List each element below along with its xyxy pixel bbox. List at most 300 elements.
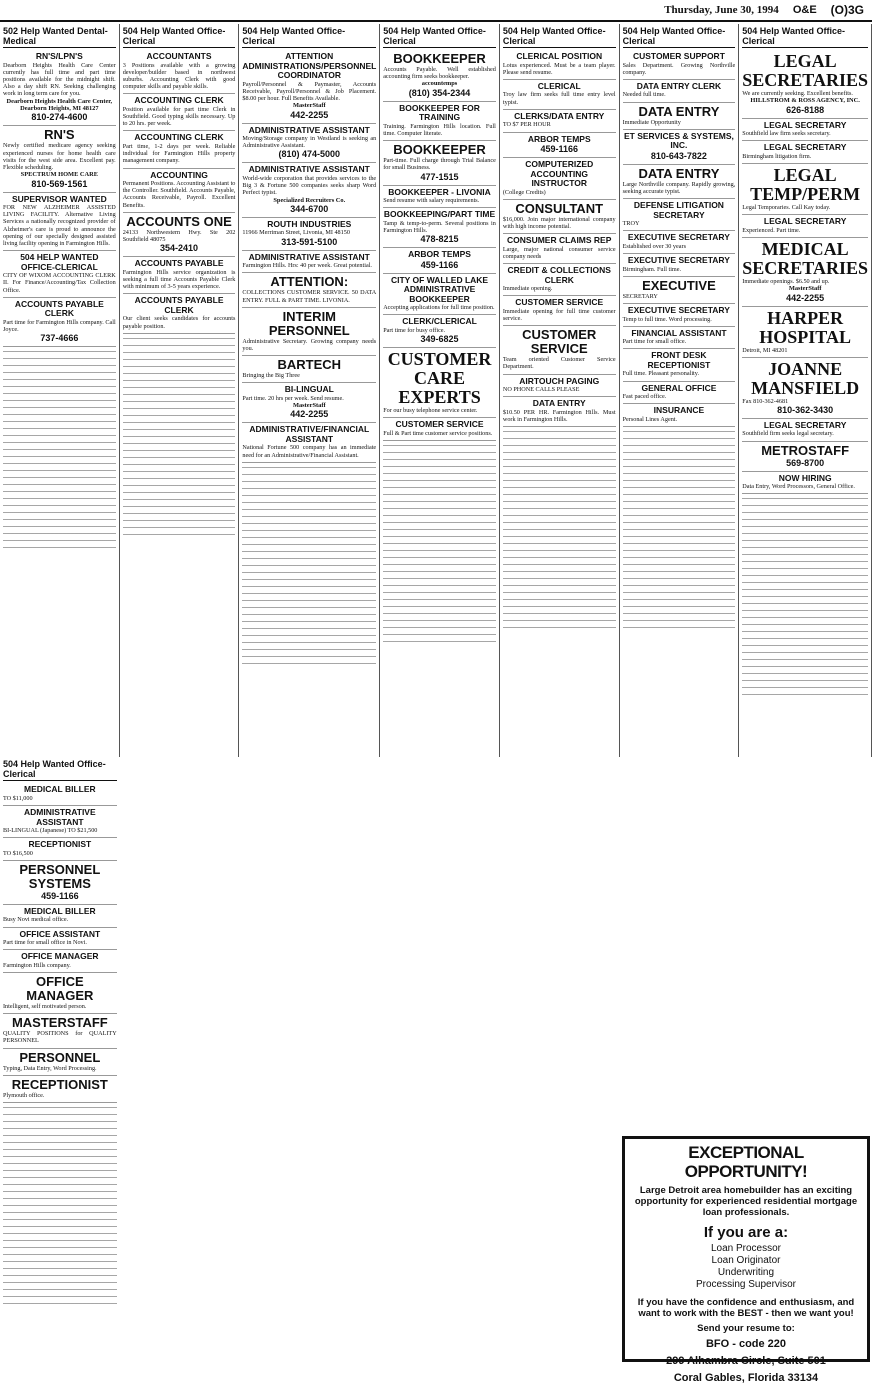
classified-ad [383,274,496,316]
classified-ad [503,397,616,427]
classified-ad [742,419,868,442]
ad-body: BI-LINGUAL (Japanese) TO $21,500 [3,827,98,834]
classified-ad [123,131,236,168]
classified-ad [242,356,376,383]
ad-title: PERSONNEL SYSTEMS [19,861,101,891]
classified-ad [3,928,117,951]
classified-ad [3,298,116,347]
ex-title: EXCEPTIONAL OPPORTUNITY! [684,1143,808,1181]
classified-column [620,24,740,757]
ad-body: TO $11,000 [3,794,33,802]
column-header: 504 Help Wanted Office-Clerical [3,759,117,781]
ad-phone: 478-8215 [420,234,459,245]
ad-body: Immediate openings. $6.50 and up. [742,277,830,285]
ad-title: 504 HELP WANTED OFFICE-CLERICAL [20,252,99,272]
classified-ad [123,294,236,333]
classified-ad [623,103,736,130]
classified-ad [123,257,236,294]
ad-title: SUPERVISOR WANTED [11,193,107,204]
ad-body: Personal Lines Agent. [622,415,678,423]
ex-send: Send your resume to: [697,1323,795,1334]
ad-body: Legal Temporaries. Call Kay today. [742,204,831,212]
ex-body: Large Detroit area homebuilder has an exciting opportunity for experienced residential mortgage loan professionals. [634,1185,858,1218]
classified-ad [3,1076,117,1103]
ad-body: Southfield firm seeks legal secretary. [742,430,834,438]
ad-title: COMPUTERIZED ACCOUNTING INSTRUCTOR [525,159,594,189]
classified-ad [742,238,868,307]
classified-ad [3,1014,117,1048]
ad-body: Training. Farmington Hills location. Full time. Computer literate. [383,122,496,138]
ad-title: BOOKKEEPING/PART TIME [383,209,496,220]
classified-ad [383,248,496,274]
ad-title: CONSUMER CLAIMS REP [507,235,612,246]
ad-title: CLERK/CLERICAL [402,316,477,327]
ad-body: $10.50 PER HR. Farmington Hills. Must work in Farmington Hills. [502,408,616,423]
ad-body: Established over 30 years [622,242,686,250]
ad-title: MEDICAL BILLER [24,905,96,916]
classified-ad [742,442,868,472]
classified-ad [242,50,376,124]
classified-ad [3,251,116,298]
ex-address-3: Coral Gables, Florida 33134 [673,1372,819,1384]
classified-column [500,24,620,757]
ad-phone: 810-362-3430 [777,404,834,415]
classified-ad [503,158,616,200]
ad-body: Experienced. Part time. [742,226,801,234]
ad-body: Temp to full time. Word processing. [622,315,712,323]
ad-title: ADMINISTRATIVE ASSISTANT [24,807,96,827]
ad-body: World-wide corporation that provides services to the Big 3 & Fortune 500 companies seeks sharp Word Perfect typist. [242,174,377,197]
ad-title: OFFICE MANAGER [26,974,94,1004]
classified-column [120,24,240,757]
classified-text-filler [242,465,376,665]
classified-ad [623,231,736,254]
classified-ad [123,94,236,131]
classified-ad [623,165,736,199]
classified-ad [503,80,616,110]
classified-ad [623,349,736,381]
classified-column [0,757,120,1366]
ad-title: DATA ENTRY [638,103,720,119]
classified-ad [503,200,616,234]
ex-address-2: 299 Alhambra Circle, Suite 501 [666,1355,826,1367]
ad-title: CUSTOMER CARE EXPERTS [387,349,492,408]
ad-body: Intelligent, self motivated person. [3,1003,87,1011]
ad-title: BOOKKEEPER - LIVONIA [388,186,491,197]
ad-body: Immediate opening for full time customer service. [502,307,616,322]
ad-title: ACCOUNTING CLERK [134,95,224,106]
ad-title: ROUTH INDUSTRIES [267,218,352,229]
ad-title: INTERIM PERSONNEL [268,308,350,338]
classified-ad [383,315,496,348]
classified-ad [623,304,736,327]
ad-body: Typing, Data Entry, Word Processing. [3,1064,97,1072]
ad-title: CREDIT & COLLECTIONS CLERK [507,265,611,285]
column-header: 504 Help Wanted Office-Clerical [742,26,868,48]
ad-title: ACCOUNTANTS [146,51,212,61]
ad-phone: 737-4666 [40,333,79,344]
classified-ad [383,186,496,209]
ad-body: Part-time. Full charge through Trial Balance for small Business. [383,157,496,172]
ad-title: RECEPTIONIST [28,839,92,850]
ad-body: Send resume with salary requirements. [383,197,480,205]
ad-body: Immediate Opportunity [622,118,681,126]
ad-body: Southfield law firm seeks secretary. [742,130,831,138]
ad-body: Accounts Payable. Well established accounting firm seeks bookkeeper. [383,66,496,81]
ad-body: 24133 Northwestern Hwy. Ste 202 Southfield 48075 [122,228,236,244]
ex-roles [631,1243,861,1291]
ad-phone: 810-569-1561 [31,178,88,189]
classified-ad [242,273,376,307]
column-header: 504 Help Wanted Office-Clerical [503,26,616,48]
ad-phone: 349-6825 [420,334,459,345]
ad-body: Birmingham litigation firm. [742,152,812,160]
classified-ad [242,163,376,218]
ad-phone: 354-2410 [160,243,199,254]
ad-body: Our client seeks candidates for accounts payable position. [122,315,236,330]
ad-body: Permanent Positions. Accounting Assistant to the Controller. Southfield. Accounts Payable, Accounts Receivable, Payroll. Excellent Benefits. [122,180,236,209]
classified-column [380,24,500,757]
classified-ad [503,296,616,326]
ad-title: ADMINISTRATIVE/FINANCIAL ASSISTANT [249,424,370,444]
ad-title: LEGAL TEMP/PERM [750,165,861,205]
ad-body: Payroll/Personnel & Paymaster, Accounts Receivable, Payroll/Personnel & Job Placement. $8.00 per hour. Full Benefits Available. [242,80,377,102]
ad-title: DATA ENTRY [532,398,586,409]
ad-title: CUSTOMER SERVICE [522,327,597,357]
classified-text-filler [3,349,116,549]
column-header: 502 Help Wanted Dental-Medical [3,26,116,48]
ad-title: ET SERVICES & SYSTEMS, INC. [623,130,734,151]
ad-phone: 810-643-7822 [650,150,707,161]
ad-body: Full time. Pleasant personality. [622,370,699,378]
ad-title: RECEPTIONIST [11,1076,108,1092]
masthead [0,0,872,22]
classified-ad [623,130,736,165]
ad-title: DATA ENTRY [638,165,720,181]
ad-title: METROSTAFF [761,442,850,458]
classified-ad [123,50,236,94]
ad-title: CLERICAL [537,80,581,91]
ad-phone: 459-1166 [420,259,459,270]
ad-body: Part time for busy office. [383,326,446,334]
ad-title: DATA ENTRY CLERK [636,80,722,91]
classified-ad [3,806,117,838]
classified-ad [383,208,496,248]
ad-title: ACCOUNTING [150,169,208,180]
ad-title: ACCOUNTS PAYABLE CLERK [14,298,104,319]
classified-ad [3,783,117,806]
classified-text-filler [503,429,616,629]
ad-title: MEDICAL SECRETARIES [742,238,868,278]
ad-title: NOW HIRING [778,472,832,483]
ad-contact: MasterStaff [788,285,822,293]
ad-phone: 810-274-4600 [31,112,88,123]
ad-contact: HILLSTROM & ROSS AGENCY, INC. [750,97,860,105]
classified-ad [503,50,616,80]
ad-title: ADMINISTRATIVE ASSISTANT [248,251,370,262]
ex-role: Underwriting [717,1267,775,1278]
ad-body: Full & Part time customer service positions. [383,429,493,437]
ad-title: ARBOR TEMPS [527,133,591,144]
ad-body: Plymouth office. [3,1091,45,1099]
classified-ad [123,169,236,213]
ex-role: Processing Supervisor [695,1279,797,1290]
ad-body: COLLECTIONS CUSTOMER SERVICE. 50 DATA ENTRY. FULL & PART TIME. LIVONIA. [242,289,377,304]
classified-ad [3,950,117,973]
ad-contact: Specialized Recruiters Co. [273,196,346,204]
ad-body: 3 Positions available with a growing developer/builder based in northwest suburbs. Accounting Clerk with good computer skills and payable skills. [122,61,236,91]
classified-ad [3,905,117,928]
ad-body: Farmington Hills service organization is seeking a full time Accounts Payable Clerk with minimum of 3-5 years experience. [122,268,236,291]
ad-phone: (810) 354-2344 [408,87,471,98]
ad-body: 11966 Merriman Street, Livonia, MI 48150 [242,229,350,237]
classified-ad [242,383,376,423]
column-header: 504 Help Wanted Office-Clerical [383,26,496,48]
ad-phone: 442-2255 [290,409,329,420]
ad-body: Farmington Hills. Hrs: 40 per week. Great potential. [242,262,372,270]
ad-phone: 626-8188 [786,104,825,115]
classified-text-filler [623,429,736,629]
ad-body: Immediate opening. [502,285,553,293]
ad-body: SECRETARY [622,292,658,300]
classified-ad [503,375,616,398]
ad-body: TROY [622,220,640,228]
classified-ad [623,404,736,427]
ad-phone: 459-1166 [41,890,79,901]
ad-title: LEGAL SECRETARY [763,142,847,153]
ad-title: EXECUTIVE [642,277,716,293]
ad-phone: 477-1515 [420,171,459,182]
ex-role: Loan Processor [710,1243,782,1254]
classified-column [0,24,120,757]
ad-title: ATTENTION ADMINISTRATIONS/PERSONNEL COORDINATOR [242,51,377,80]
ad-phone: 442-2255 [290,109,329,120]
ad-title: OFFICE ASSISTANT [19,928,101,939]
classified-ad [742,119,868,142]
ad-body: Detroit, MI 48201 [742,346,788,354]
page-number: (O)3G [830,3,864,17]
ad-title: CUSTOMER SERVICE [395,419,484,430]
ad-body: Position available for part time Clerk in Southfield. Good typing skills necessary. Up to 20 hrs. per week. [122,105,236,128]
ad-title: EXECUTIVE SECRETARY [627,305,730,316]
classified-ad [623,327,736,350]
classified-ad [242,218,376,251]
ad-phone: 459-1166 [540,144,578,155]
ad-title: EXECUTIVE SECRETARY [627,232,730,243]
column-header: 504 Help Wanted Office-Clerical [242,26,376,48]
classified-ad [3,973,117,1014]
ad-title: EXECUTIVE SECRETARY [627,255,730,266]
classified-ad [242,251,376,274]
ad-title: BOOKKEEPER [393,142,486,158]
classified-ad [623,199,736,231]
classified-text-filler [742,496,868,696]
ad-title: HARPER HOSPITAL [759,307,851,347]
ad-title: LEGAL SECRETARY [763,119,847,130]
ad-body: Sales Department. Growing Northville company. [622,61,736,76]
classified-ad [123,213,236,257]
classified-ad [383,50,496,102]
ad-body: Busy Novi medical office. [3,916,69,924]
ad-title: DEFENSE LITIGATION SECRETARY [633,200,724,220]
ad-body: Fast paced office. [622,393,667,401]
ad-body: Part time, 1-2 days per week. Reliable individual for Farmington Hills property management company. [122,142,236,165]
ad-title: RN'S [44,127,75,143]
ad-contact: SPECTRUM HOME CARE [20,171,99,179]
classified-ad [3,861,117,905]
classified-ad [3,50,116,126]
ad-body: Troy law firm seeks full time entry level typist. [502,91,616,106]
classified-ad [623,80,736,103]
ad-title: LEGAL SECRETARY [763,419,847,430]
ad-title: BARTECH [277,357,342,373]
ad-title: CUSTOMER SUPPORT [632,51,725,61]
classified-ad [242,423,376,462]
ad-title: ADMINISTRATIVE ASSISTANT [248,164,370,175]
ad-title: ARBOR TEMPS [408,249,471,260]
ad-phone: 569-8700 [786,457,825,468]
classified-ad [503,133,616,159]
ad-title: JOANNE MANSFIELD [751,358,860,398]
ad-body: Bringing the Big Three [242,372,300,380]
classified-ad [383,418,496,441]
ad-body: For our busy telephone service center. [383,407,478,415]
ad-body: Part time for Farmington Hills company. Call Joyce. [3,318,116,334]
ad-title: CITY OF WALLED LAKE ADMINISTRATIVE BOOKKEEPER [390,274,489,304]
ad-title: MASTERSTAFF [11,1015,108,1031]
ad-title: BOOKKEEPER [393,51,486,66]
ad-title: ACCOUNTS PAYABLE CLERK [134,295,224,315]
ad-title: BOOKKEEPER FOR TRAINING [399,102,480,123]
ad-body: TO $16,500 [3,849,33,857]
ad-contact: MasterStaff [292,402,326,410]
ad-phone: 313-591-5100 [281,236,338,247]
exceptional-opportunity-ad [622,1136,870,1384]
ad-body: $16,000. Join major international company with high income potential. [502,215,616,230]
classified-ad [742,358,868,419]
ad-phone: 442-2255 [786,292,825,303]
ex-cta: If you have the confidence and enthusiasm, and want to work with the BEST - then we want you! [637,1297,855,1319]
classified-ad [742,141,868,164]
ad-title: FINANCIAL ASSISTANT [631,327,727,338]
classified-ad [242,124,376,164]
classified-ad [742,307,868,358]
classified-ad [383,102,496,141]
column-header: 504 Help Wanted Office-Clerical [623,26,736,48]
classified-text-filler [123,336,236,536]
ad-body: FOR NEW ALZHEIMER ASSISTED LIVING FACILITY. Alternative Living Services a nationally recognized provider of Alzheimer's care is proud to announce the opening of our specially designed assisted living facility opening in Farmington Hills. [3,204,116,248]
classified-ad [742,164,868,215]
ad-phone: 344-6700 [290,203,329,214]
ad-title: ACCOUNTS ONE [126,213,232,229]
ad-body: Data Entry, Word Processors, General Office. [742,483,855,491]
ad-body: Tamp & temp-to-perm. Several positions in Farmington Hills. [383,219,496,235]
ad-body: QUALITY POSITIONS for QUALITY PERSONNEL [3,1030,117,1045]
issue-date: Thursday, June 30, 1994 [664,4,779,16]
classified-ad [742,215,868,238]
ad-title: FRONT DESK RECEPTIONIST [647,350,711,370]
ad-title: LEGAL SECRETARIES [742,51,868,90]
classified-ad [623,277,736,304]
ad-title: LEGAL SECRETARY [763,216,847,227]
ad-body: Team oriented Customer Service Department. [502,356,616,371]
ad-title: RN'S/LPN'S [35,51,83,61]
ad-body: Farmington Hills company. [3,961,71,969]
ad-body: Accepting applications for full time position. [383,304,495,312]
classified-ad [623,382,736,405]
ad-body: Fax 810-362-4681 [742,397,789,405]
ad-title: ADMINISTRATIVE ASSISTANT [248,124,370,135]
ad-phone: (810) 474-5000 [278,149,341,160]
classified-ad [503,264,616,296]
ad-contact: accountemps [421,80,458,88]
classified-column [739,24,872,757]
column-header: 504 Help Wanted Office-Clerical [123,26,236,48]
classified-ad [383,141,496,185]
classified-ad [503,110,616,133]
ad-title: ATTENTION: [270,274,349,290]
ad-body: TO $7 PER HOUR [502,121,551,129]
classified-ad [3,193,116,252]
ad-body: Administrative Secretary. Growing company needs you. [242,337,377,352]
classified-ad [742,50,868,119]
ad-body: NO PHONE CALLS PLEASE [502,386,580,394]
ex-ifyou: If you are a: [703,1224,789,1241]
ad-title: ACCOUNTS PAYABLE [134,258,224,269]
classified-ad [742,472,868,495]
classified-ad [3,838,117,861]
ad-body: (College Credits) [502,188,546,196]
ex-role: Loan Originator [711,1255,781,1266]
ad-body: Needed full time. [622,91,666,99]
ad-body: National Fortune 500 company has an immediate need for an Administrative/Financial Assistant. [242,444,377,459]
classified-ad [383,348,496,418]
ad-body: Dearborn Heights Health Care Center currently has full time and part time positions available for the midnight shift. Also a day shift RN. Seeking challenging work in long term care for you. [3,61,116,98]
ad-body: Lotus experienced. Must be a team player. Please send resume. [502,61,616,76]
classified-text-filler [3,1105,117,1305]
ad-title: CUSTOMER SERVICE [515,297,604,308]
ad-title: PERSONNEL [19,1049,101,1065]
ad-body: Part time for small office in Novi. [3,939,87,947]
classified-ad [503,326,616,374]
ad-title: CLERKS/DATA ENTRY [514,110,605,121]
ad-title: AIRTOUCH PAGING [519,375,600,386]
ad-body: We are currently seeking. Excellent benefits. [742,90,853,97]
ad-body: Part time. 20 hrs per week. Send resume. [242,394,344,402]
classified-ad [3,126,116,192]
ad-title: MEDICAL BILLER [24,784,96,795]
classified-column [239,24,380,757]
ad-body: Birmingham. Full time. [622,265,682,273]
ad-body: Moving/Storage company in Westland is seeking an Administrative Assistant. [242,135,377,150]
section-name: O&E [792,4,817,16]
ad-title: BI-LINGUAL [284,384,334,395]
ad-body: Large Northville company. Rapidly growing, seeking accurate typist. [622,180,736,196]
ad-title: CONSULTANT [515,200,604,216]
ad-body: Newly certified medicare agency seeking experienced nurses for home health care visits for the west side area. Excellent pay. Flexible scheduling. [3,142,116,171]
classified-ad [503,234,616,264]
ad-title: OFFICE MANAGER [21,951,99,962]
ad-title: INSURANCE [653,405,705,416]
ad-title: CLERICAL POSITION [516,51,603,61]
ad-title: ACCOUNTING CLERK [134,132,224,143]
ad-contact: Dearborn Heights Health Care Center, Dearborn Heights, MI 48127 [6,97,113,112]
classified-ad [242,308,376,356]
classified-text-filler [383,443,496,643]
ad-body: CITY OF WIXOM ACCOUNTING CLERK II. For Finance/Accounting/Tax Collection Office. [3,272,116,294]
ad-title: GENERAL OFFICE [641,382,717,393]
ad-body: Large, major national consumer service company needs [502,245,616,260]
